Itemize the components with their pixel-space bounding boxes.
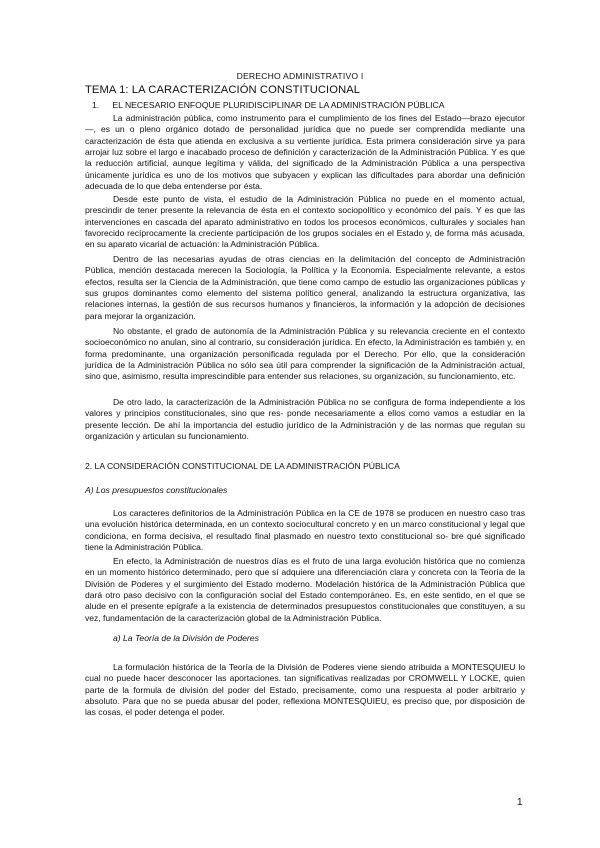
section-1-heading bbox=[92, 100, 444, 110]
paragraph: La administración pública, como instrumento para el cumplimiento de los fines del Estado—brazo ejecutor—, es un o pleno orgánico dotado de personalidad jurídica que no puede ser comprendida mediante una caracterización de ésta que atienda en exclusiva a su vertiente jurídica. Esta primera consideración sirve ya para arrojar luz sobre el largo e inacabado proceso de definición y caracterización de la Administración Pública. Y es que la reducción artificial, aunque legítima y válida, del significado de la Administración Pública a una perspectiva únicamente jurídica es uno de los motivos que subyacen y explican las dificultades para abordar una definición adecuada de lo que deba entenderse por ésta. bbox=[85, 113, 525, 192]
paragraph: Los caracteres definitorios de la Administración Pública en la CE de 1978 se producen en nuestro caso tras una evolución histórica determinada, en un contexto sociocultural concreto y en un marco constitucional y legal que condiciona, en forma decisiva, el resultado final plasmado en nuestro texto constitucional so- bre qué significado tiene la Administración Pública. bbox=[85, 508, 525, 553]
section-1-title: EL NECESARIO ENFOQUE PLURIDISCIPLINAR DE LA ADMINISTRACIÓN PÚBLICA bbox=[112, 100, 445, 110]
subsection-a-heading: A) Los presupuestos constitucionales bbox=[85, 485, 228, 495]
tema-title: TEMA 1: LA CARACTERIZACIÓN CONSTITUCIONAL bbox=[85, 84, 361, 96]
paragraph: Dentro de las necesarias ayudas de otras ciencias en la delimitación del concepto de Administración Pública, mención destacada merecen la Sociología, la Política y la Economía. Especialmente relevante, a estos efectos, resulta ser la Ciencia de la Administración, que tiene como campo de estudio las organizaciones públicas y sus grupos dominantes como elemento del sistema político general, analizando la estructura organizativa, las relaciones internas, la gestión de sus recursos humanos y financieros, la información y la adopción de decisiones para mejorar la organización. bbox=[85, 254, 525, 321]
paragraph: Desde este punto de vista, el estudio de la Administración Pública no puede en el momento actual, prescindir de tener presente la relevancia de ésta en el contexto sociopolítico y económico del país. Y es que las intervenciones en cascada del aparato administrativo en todos los procesos económicos, culturales y sociales han favorecido recíprocamente la creciente participación de los grupos sociales en el Estado y, de forma más acusada, en su aparato vicarial de actuación: la Administración Pública. bbox=[85, 194, 525, 250]
paragraph: En efecto, la Administración de nuestros días es el fruto de una larga evolución histórica que no comienza en un momento histórico determinado, pero que sí adquiere una diferenciación clara y concreta con la Teoría de la División de Poderes y el surgimiento del Estado moderno. Modelación histórica de la Administración Pública que dará otro paso decisivo con la configuración social del Estado contemporáneo. Es, en este sentido, en el que se alude en el presente epígrafe a la existencia de determinados presupuestos constitucionales que constituyen, a su vez, fundamentación de la caracterización global de la Administración Pública. bbox=[85, 556, 525, 623]
paragraph: De otro lado, la caracterización de la Administración Pública no se configura de forma independiente a los valores y principios constitucionales, sino que res- ponde necesariamente a ellos como vamos a estudiar en la presente lección. De ahí la importancia del estudio jurídico de la Administración y de las normas que regulan su organización y articulan su funcionamiento. bbox=[85, 397, 525, 442]
paragraph: La formulación histórica de la Teoría de la División de Poderes viene siendo atribuida a MONTESQUIEU lo cual no puede hacer desconocer las aportaciones. tan significativas realizadas por CROMWELL Y LOCKE, quien parte de la formula de división del poder del Estado, precisamente, como una respuesta al poder arbitrario y absoluto. Para que no se pueda abusar del poder, reflexiona MONTESQUIEU, es preciso que, por disposición de las cosas, el poder detenga el poder. bbox=[85, 662, 525, 718]
section-1-number: 1. bbox=[92, 100, 100, 110]
paragraph: No obstante, el grado de autonomía de la Administración Pública y su relevancia creciente en el contexto socioeconómico no anulan, sino al contrario, su consideración jurídica. En efecto, la Administración es también y, en forma predominante, una organización personificada regulada por el Derecho. Por ello, que la consideración jurídica de la Administración Pública no sólo sea útil para comprender la significación de la Administración actual, sino que, asimismo, resulta imprescindible para entender sus relaciones, su organización, su funcionamiento, etc. bbox=[85, 326, 525, 382]
section-2-heading: 2. LA CONSIDERACIÓN CONSTITUCIONAL DE LA ADMINISTRACIÓN PÚBLICA bbox=[85, 461, 400, 471]
document-header: DERECHO ADMINISTRATIVO I bbox=[236, 71, 364, 81]
subsection-a2-heading: a) La Teoría de la División de Poderes bbox=[113, 633, 259, 643]
page-number: 1 bbox=[517, 797, 523, 808]
